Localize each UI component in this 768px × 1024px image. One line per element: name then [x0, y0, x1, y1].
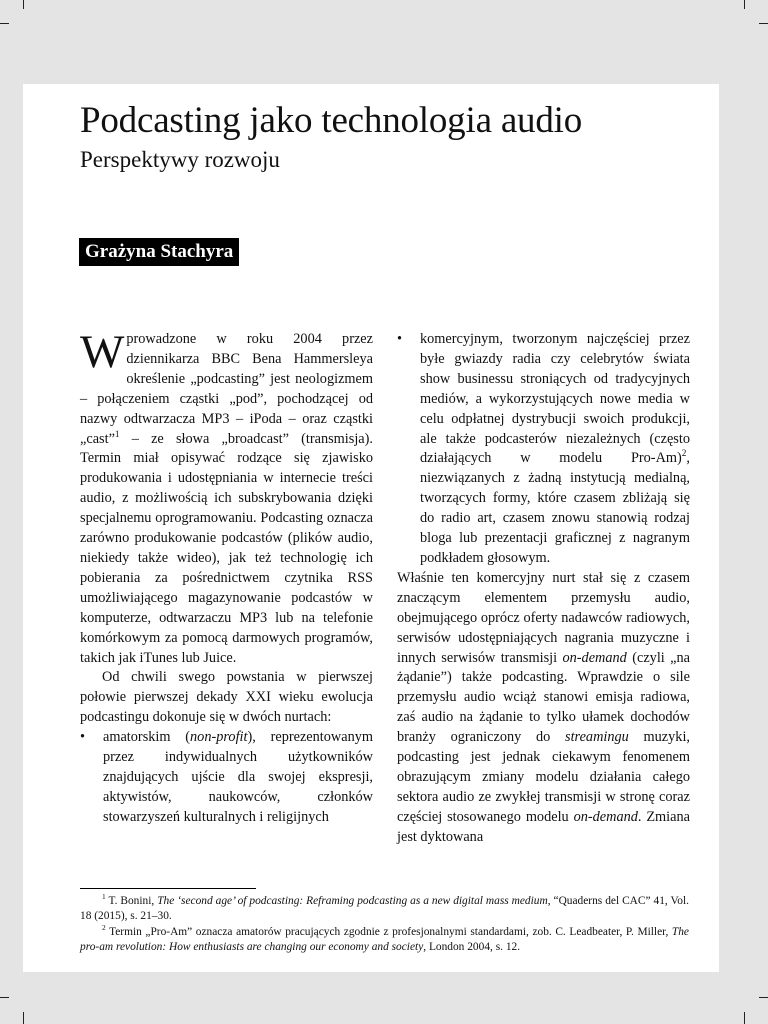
industry-paragraph: Właśnie ten komercyjny nurt stał się z czasem znaczącym elementem przemysłu audio, obejmującego oprócz oferty nadawców radiowych, serwisów udostępniających nagrania muzyczne i innych serwisów transmisji on-demand (czyli „na żądanie”) także podcasting. Wprawdzie o sile przemysłu audio wciąż stanowi emisja radiowa, zaś audio na żądanie to tylko ułamek dochodów branży ograniczony do streamingu muzyki, podcasting jest jednak ciekawym fenomenem obrazującym zmiany modelu działania całego sektora audio ze zwykłej transmisji w stronę coraz częściej stosowanego modelu on-demand. Zmiana jest dyktowana	[397, 569, 690, 845]
bullet-text-amateur: amatorskim (non-profit), reprezentowanym przez indywidualnych użytkowników znajdujących ujście dla swojej ekspresji, aktywistów, naukowców, członków stowarzyszeń kulturalnych i religijnych	[103, 729, 373, 825]
emphasis-non-profit: non-profit	[190, 729, 248, 746]
left-column	[80, 326, 373, 828]
author-name: Grażyna Stachyra	[79, 238, 239, 266]
crop-mark-bottom-right-v	[744, 1012, 745, 1024]
crop-mark-bottom-left-h	[0, 997, 9, 998]
intro-paragraph	[80, 326, 373, 668]
emphasis-streamingu: streamingu	[565, 729, 629, 746]
intro-text-a: prowadzone w roku 2004 przez dziennikarza BBC Bena Hammersleya określenie „podcasting” jest neologizmem – połączeniem cząstki „pod”, pochodzącej od nazwy odtwarzacza MP3 – iPoda – oraz cząstki „cast”	[80, 331, 373, 447]
footnote-1: $^1$ T. Bonini, The ‘second age’ of podcasting: Reframing podcasting as a new digital mass medium, “Quaderns del CAC” 41, Vol. 18 (2015), s. 21–30.	[80, 892, 689, 923]
crop-mark-top-right-h	[759, 23, 768, 24]
article-title: Podcasting jako technologia audio	[80, 100, 583, 141]
crop-mark-top-left-h	[0, 23, 9, 24]
crop-mark-bottom-right-h	[759, 997, 768, 998]
bullet-item-commercial	[397, 330, 690, 569]
emphasis-on-demand: on-demand	[573, 808, 638, 825]
footnote-title: The ‘second age’ of podcasting: Reframing podcasting as a new digital mass medium	[157, 895, 548, 907]
right-column	[397, 330, 690, 848]
footnote-number: 1	[102, 892, 106, 902]
bullet-item-amateur	[80, 728, 373, 828]
bullet-mark: •	[397, 331, 403, 347]
bullet-mark: •	[80, 729, 86, 746]
footnote-2: $^2$ Termin „Pro-Am” oznacza amatorów pracujących zgodnie z profesjonalnymi standardami, zob. C. Leadbeater, P. Miller, The pro-am revolution: How enthusiasts are changing our economy and society, London 2004, s. 12.	[80, 923, 689, 954]
footnotes	[80, 894, 689, 956]
crop-mark-top-right-v	[744, 0, 745, 9]
footnote-ref-1: 1	[114, 429, 120, 440]
evolution-paragraph: Od chwili swego powstania w pierwszej połowie pierwszej dekady XXI wieku ewolucja podcastingu dokonuje się w dwóch nurtach:	[80, 669, 373, 726]
emphasis-on-demand: on-demand	[562, 649, 627, 666]
footnote-number: 2	[102, 923, 106, 933]
crop-mark-bottom-left-v	[23, 1012, 24, 1024]
footnote-separator	[80, 888, 256, 889]
bullet-text-commercial: komercyjnym, tworzonym najczęściej przez byłe gwiazdy radia czy celebrytów świata show businessu stroniących od tradycyjnych mediów, a wykorzystujących nowe media w celu odpłatnej dystrybucji swoich produkcji, ale także podcasterów niezależnych (często działających w modelu Pro-Am)$^2$, niezwiązanych z żadną instytucją medialną, tworzących formy, które czasem zbliżają się do radio art, czasem znowu stanowią rodzaj bloga lub prezentacji graficznej z nagranym podkładem głosowym.	[420, 331, 690, 566]
footnote-title: The pro-am revolution: How enthusiasts are changing our economy and society	[80, 925, 689, 954]
article-subtitle: Perspektywy rozwoju	[80, 147, 280, 172]
footnote-ref-2: 2	[681, 449, 687, 460]
drop-cap: W	[80, 326, 125, 378]
intro-text-b: – ze słowa „broadcast” (transmisja). Termin miał opisywać rodzące się zjawisko produkowania i udostępniania w internecie treści audio, z możliwością ich subskrybowania dzięki specjalnemu oprogramowaniu. Podcasting oznacza zarówno produkowanie podcastów (plików audio, niekiedy także wideo), jak też technologię ich pobierania za pośrednictwem czytnika RSS umożliwiającego magazynowanie podcastów w komputerze, odtwarzaczu MP3 lub na telefonie komórkowym za pomocą darmowych programów, takich jak iTunes lub Juice.	[80, 430, 373, 666]
crop-mark-top-left-v	[23, 0, 24, 9]
document-page	[23, 84, 719, 972]
